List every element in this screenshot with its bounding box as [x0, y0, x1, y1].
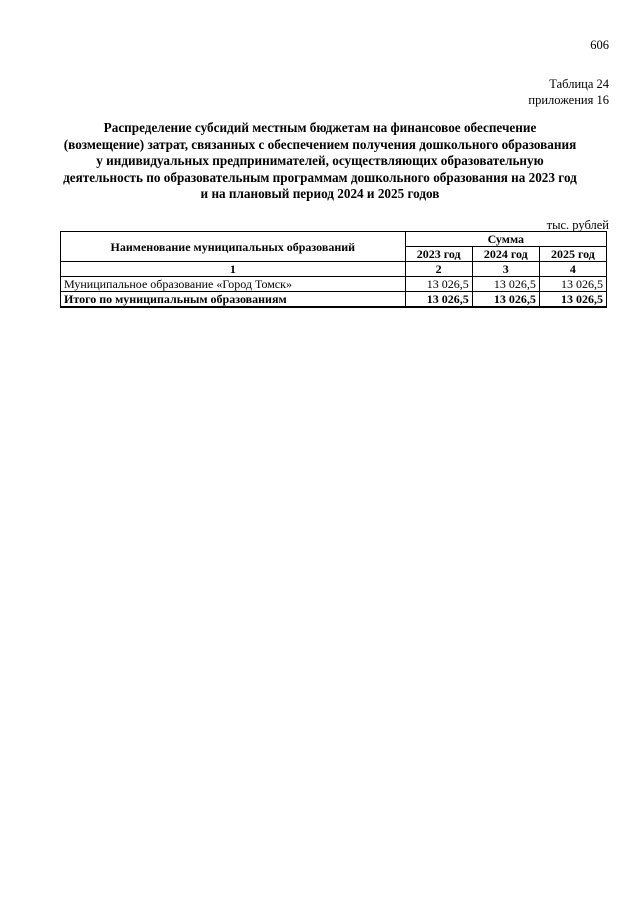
municipality-name-cell: Муниципальное образование «Город Томск»: [61, 277, 406, 292]
appendix-number: приложения 16: [528, 92, 609, 107]
amount-cell: 13 026,5: [472, 277, 539, 292]
total-amount-cell: 13 026,5: [539, 292, 606, 308]
header-year-cell: 2025 год: [539, 247, 606, 262]
column-numbers-row: [61, 262, 607, 277]
title-line: Распределение субсидий местным бюджетам на финансовое обеспечение: [103, 120, 537, 135]
header-year-cell: 2023 год: [405, 247, 472, 262]
column-number-cell: 2: [405, 262, 472, 277]
header-sum-cell: Сумма: [405, 232, 606, 247]
table-row: [61, 277, 607, 292]
amount-cell: 13 026,5: [539, 277, 606, 292]
title-line: и на плановый период 2024 и 2025 годов: [200, 186, 440, 201]
total-amount-cell: 13 026,5: [472, 292, 539, 308]
total-row: [61, 292, 607, 308]
column-number-cell: 1: [61, 262, 406, 277]
total-name-cell: Итого по муниципальным образованиям: [61, 292, 406, 308]
table-header-row: [61, 232, 607, 247]
document-title: [40, 120, 600, 203]
table-number: Таблица 24: [549, 77, 609, 91]
column-number-cell: 4: [539, 262, 606, 277]
total-amount-cell: 13 026,5: [405, 292, 472, 308]
table-reference: [528, 77, 609, 108]
title-line: деятельность по образовательным программам дошкольного образования на 2023 год: [63, 169, 577, 185]
header-year-cell: 2024 год: [472, 247, 539, 262]
subsidy-table: [60, 231, 607, 308]
page-number: 606: [590, 38, 609, 52]
title-line: (возмещение) затрат, связанных с обеспечением получения дошкольного образования: [63, 136, 577, 152]
header-name-cell: Наименование муниципальных образований: [61, 232, 406, 262]
column-number-cell: 3: [472, 262, 539, 277]
title-line: у индивидуальных предпринимателей, осуществляющих образовательную: [96, 153, 544, 168]
amount-cell: 13 026,5: [405, 277, 472, 292]
units-label: тыс. рублей: [546, 218, 609, 232]
